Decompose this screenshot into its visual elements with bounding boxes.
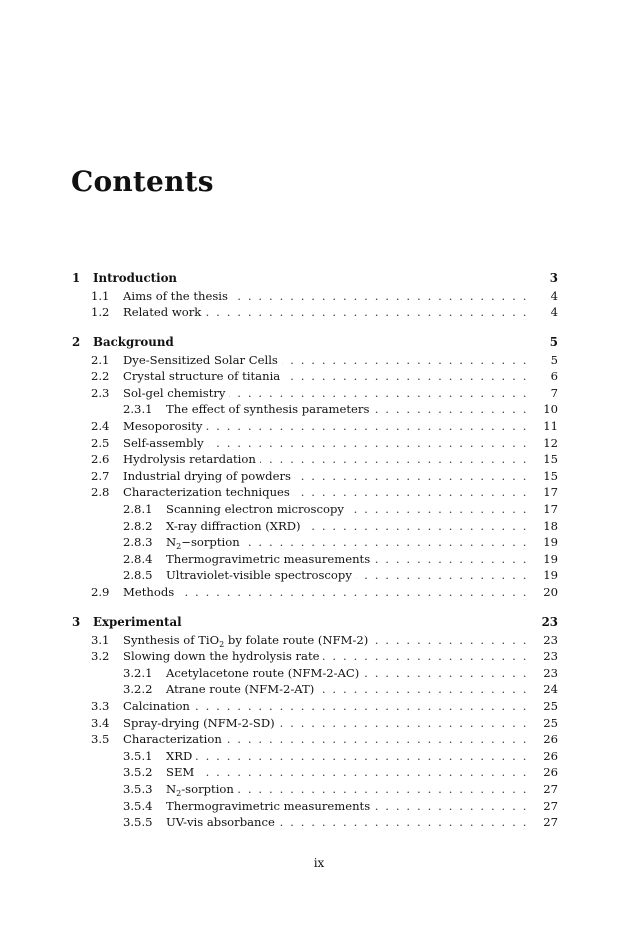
- toc-entry-title: Aims of the thesis: [123, 288, 228, 303]
- toc-entry-number: 2: [72, 335, 81, 350]
- toc-subsection-2-8-2[interactable]: [72, 518, 558, 535]
- toc-entry-title: Experimental: [93, 615, 182, 630]
- page-number: ix: [313, 856, 325, 870]
- toc-entry-number: 2.8.2: [123, 518, 153, 533]
- toc-entry-number: 2.8: [91, 485, 110, 500]
- toc-entry-title-subscript: 2: [219, 639, 225, 649]
- toc-section-2-8[interactable]: [72, 485, 558, 502]
- toc-entry-number: 2.8.3: [123, 535, 153, 550]
- toc-section-3-4[interactable]: [72, 715, 558, 732]
- toc-leader-dots: [323, 651, 536, 663]
- toc-section-2-9[interactable]: [72, 585, 558, 602]
- toc-leader-dots: [205, 307, 536, 319]
- toc-subsection-3-5-1[interactable]: [72, 748, 558, 765]
- toc-entry-number: 2.6: [91, 452, 110, 467]
- toc-leader-dots: [208, 438, 536, 450]
- toc-entry-page: 12: [543, 435, 558, 450]
- toc-entry-page: 17: [543, 485, 558, 500]
- toc-entry-number: 3.5.1: [123, 748, 153, 763]
- toc-entry-number: 3.3: [91, 698, 110, 713]
- toc-section-3-3[interactable]: [72, 698, 558, 715]
- toc-entry-number: 2.2: [91, 369, 110, 384]
- toc-entry-number: 3.5: [91, 732, 110, 747]
- toc-leader-dots: [356, 570, 536, 582]
- toc-leader-dots: [178, 587, 536, 599]
- toc-section-2-4[interactable]: [72, 419, 558, 436]
- toc-section-2-5[interactable]: [72, 435, 558, 452]
- toc-entry-number: 3.4: [91, 715, 110, 730]
- toc-entry-page: 18: [543, 518, 558, 533]
- toc-entry-page: 19: [543, 568, 558, 583]
- toc-leader-dots: [374, 801, 536, 813]
- toc-spacer: [72, 321, 558, 334]
- toc-entry-page: 5: [549, 335, 558, 350]
- toc-section-1-2[interactable]: [72, 305, 558, 322]
- page-title: Contents: [71, 165, 214, 198]
- toc-entry-number: 2.7: [91, 468, 110, 483]
- toc-entry-page: 4: [550, 305, 558, 320]
- toc-entry-title: XRD: [166, 748, 193, 763]
- toc-leader-dots: [318, 684, 536, 696]
- toc-subsection-3-2-1[interactable]: [72, 665, 558, 682]
- toc-entry-title: Dye-Sensitized Solar Cells: [123, 352, 278, 367]
- toc-chapter-2[interactable]: [72, 334, 558, 352]
- toc-entry-title-part: N: [166, 535, 177, 550]
- toc-entry-page: 7: [550, 385, 558, 400]
- toc-entry-title: [166, 535, 244, 552]
- toc-entry-number: 2.5: [91, 435, 110, 450]
- toc-section-1-1[interactable]: [72, 288, 558, 305]
- toc-entry-page: 23: [543, 632, 558, 647]
- toc-entry-number: 3.5.3: [123, 781, 153, 796]
- toc-subsection-3-5-2[interactable]: [72, 765, 558, 782]
- toc-entry-page: 19: [543, 551, 558, 566]
- toc-entry-number: 1.2: [91, 305, 110, 320]
- toc-section-2-6[interactable]: [72, 452, 558, 469]
- toc-section-2-3[interactable]: [72, 385, 558, 402]
- toc-leader-dots: [260, 454, 536, 466]
- toc-leader-dots: [374, 554, 536, 566]
- toc-entry-page: 27: [543, 815, 558, 830]
- toc-entry-number: 3.5.5: [123, 815, 153, 830]
- toc-entry-title: The effect of synthesis parameters: [166, 402, 370, 417]
- toc-leader-dots: [373, 404, 536, 416]
- toc-entry-title: [123, 632, 372, 649]
- toc-entry-number: 2.1: [91, 352, 110, 367]
- toc-entry-page: 24: [543, 682, 558, 697]
- toc-entry-title: Acetylacetone route (NFM-2-AC): [166, 665, 360, 680]
- toc-spacer: [72, 601, 558, 614]
- toc-leader-dots: [305, 521, 536, 533]
- toc-entry-number: 2.9: [91, 585, 110, 599]
- toc-subsection-3-2-2[interactable]: [72, 682, 558, 699]
- toc-leader-dots: [206, 421, 536, 433]
- toc-entry-number: 1.1: [91, 288, 110, 303]
- toc-entry-page: 26: [543, 748, 558, 763]
- toc-entry-title-part: by folate route (NFM-2): [224, 632, 369, 647]
- toc-entry-title: Self-assembly: [123, 435, 204, 450]
- toc-entry-title-part: −sorption: [181, 535, 240, 550]
- toc-entry-page: 19: [543, 535, 558, 550]
- toc-entry-title-part: Synthesis of TiO: [123, 632, 220, 647]
- toc-leader-dots: [279, 718, 536, 730]
- toc-leader-dots: [348, 504, 536, 516]
- toc-entry-page: 23: [543, 649, 558, 664]
- toc-subsection-3-5-4[interactable]: [72, 798, 558, 815]
- toc-subsection-2-8-1[interactable]: [72, 502, 558, 519]
- toc-subsection-2-8-3[interactable]: [72, 535, 558, 552]
- toc-entry-title: Sol-gel chemistry: [123, 385, 226, 400]
- toc-leader-dots: [229, 388, 536, 400]
- toc-entry-number: 2.3: [91, 385, 110, 400]
- toc-entry-number: 1: [72, 271, 81, 286]
- toc-leader-dots: [244, 537, 536, 549]
- toc-entry-title-subscript: 2: [176, 542, 182, 552]
- toc-leader-dots: [363, 668, 536, 680]
- toc-entry-page: 11: [543, 419, 558, 434]
- toc-entry-title: UV-vis absorbance: [166, 815, 275, 830]
- toc-entry-page: 27: [543, 781, 558, 796]
- toc-entry-title: Thermogravimetric measurements: [166, 551, 371, 566]
- toc-entry-title: Introduction: [93, 271, 178, 286]
- toc-entry-page: 17: [543, 502, 558, 517]
- toc-entry-page: 5: [550, 352, 558, 367]
- toc-entry-title: Slowing down the hydrolysis rate: [123, 649, 320, 664]
- toc-entry-page: 4: [550, 288, 558, 303]
- toc-entry-page: 20: [543, 585, 558, 599]
- toc-entry-title: Methods: [123, 585, 175, 599]
- toc-entry-number: 2.8.1: [123, 502, 153, 517]
- toc-entry-title: Spray-drying (NFM-2-SD): [123, 715, 275, 730]
- toc-entry-number: 3.1: [91, 632, 110, 647]
- toc-entry-page: 6: [550, 369, 558, 384]
- toc-entry-page: 23: [541, 615, 558, 630]
- toc-leader-dots: [226, 734, 536, 746]
- toc-entry-page: 27: [543, 798, 558, 813]
- toc-entry-title: Background: [93, 335, 174, 350]
- toc-section-3-2[interactable]: [72, 649, 558, 666]
- toc-entry-number: 2.4: [91, 419, 110, 434]
- toc-entry-title: Characterization techniques: [123, 485, 290, 500]
- toc-entry-title-part: N: [166, 781, 177, 796]
- toc-entry-title: X-ray diffraction (XRD): [166, 518, 301, 533]
- toc-entry-title: Characterization: [123, 732, 222, 747]
- toc-entry-number: 3.5.4: [123, 798, 153, 813]
- toc-entry-number: 3.2.1: [123, 665, 153, 680]
- toc-entry-number: 3.2: [91, 649, 110, 664]
- toc-leader-dots: [198, 767, 536, 779]
- toc-section-2-7[interactable]: [72, 468, 558, 485]
- toc-subsection-2-8-5[interactable]: [72, 568, 558, 585]
- toc-leader-dots: [294, 487, 536, 499]
- toc-entry-title: SEM: [166, 765, 195, 780]
- toc-chapter-3[interactable]: [72, 614, 558, 632]
- toc-entry-title-subscript: 2: [176, 788, 182, 798]
- toc-entry-number: 3.2.2: [123, 682, 153, 697]
- toc-entry-title: Thermogravimetric measurements: [166, 798, 371, 813]
- toc-entry-number: 2.8.4: [123, 551, 153, 566]
- toc-entry-page: 15: [543, 452, 558, 467]
- toc-section-2-2[interactable]: [72, 369, 558, 386]
- toc-entry-title: Scanning electron microscopy: [166, 502, 344, 517]
- toc-leader-dots: [196, 751, 536, 763]
- table-of-contents: [72, 270, 558, 831]
- toc-chapter-1[interactable]: [72, 270, 558, 288]
- toc-entry-page: 3: [549, 271, 558, 286]
- toc-entry-title: Hydrolysis retardation: [123, 452, 256, 467]
- toc-entry-page: 15: [543, 468, 558, 483]
- toc-subsection-2-3-1[interactable]: [72, 402, 558, 419]
- toc-leader-dots: [372, 635, 536, 647]
- toc-entry-title: Atrane route (NFM-2-AT): [166, 682, 315, 697]
- toc-entry-title: Crystal structure of titania: [123, 369, 281, 384]
- toc-entry-title: [166, 781, 238, 798]
- toc-entry-number: 2.8.5: [123, 568, 153, 583]
- toc-leader-dots: [194, 701, 536, 713]
- toc-entry-title: Ultraviolet-visible spectroscopy: [166, 568, 352, 583]
- toc-subsection-2-8-4[interactable]: [72, 551, 558, 568]
- toc-leader-dots: [238, 784, 536, 796]
- toc-entry-page: 26: [543, 732, 558, 747]
- toc-entry-page: 25: [543, 715, 558, 730]
- toc-section-3-1[interactable]: [72, 632, 558, 649]
- toc-entry-title-part: -sorption: [181, 781, 234, 796]
- toc-leader-dots: [279, 817, 536, 829]
- toc-entry-number: 2.3.1: [123, 402, 153, 417]
- toc-section-2-1[interactable]: [72, 352, 558, 369]
- toc-leader-dots: [232, 291, 536, 303]
- toc-entry-title: Calcination: [123, 698, 190, 713]
- toc-leader-dots: [284, 371, 536, 383]
- toc-subsection-3-5-3[interactable]: [72, 781, 558, 798]
- toc-leader-dots: [282, 355, 536, 367]
- toc-entry-page: 26: [543, 765, 558, 780]
- toc-subsection-3-5-5[interactable]: [72, 815, 558, 832]
- toc-entry-page: 25: [543, 698, 558, 713]
- toc-entry-page: 10: [543, 402, 558, 417]
- toc-section-3-5[interactable]: [72, 732, 558, 749]
- toc-leader-dots: [295, 471, 536, 483]
- toc-entry-title: Mesoporosity: [123, 419, 203, 434]
- toc-entry-page: 23: [543, 665, 558, 680]
- toc-entry-title: Industrial drying of powders: [123, 468, 291, 483]
- toc-entry-number: 3: [72, 615, 81, 630]
- toc-entry-number: 3.5.2: [123, 765, 153, 780]
- toc-entry-title: Related work: [123, 305, 202, 320]
